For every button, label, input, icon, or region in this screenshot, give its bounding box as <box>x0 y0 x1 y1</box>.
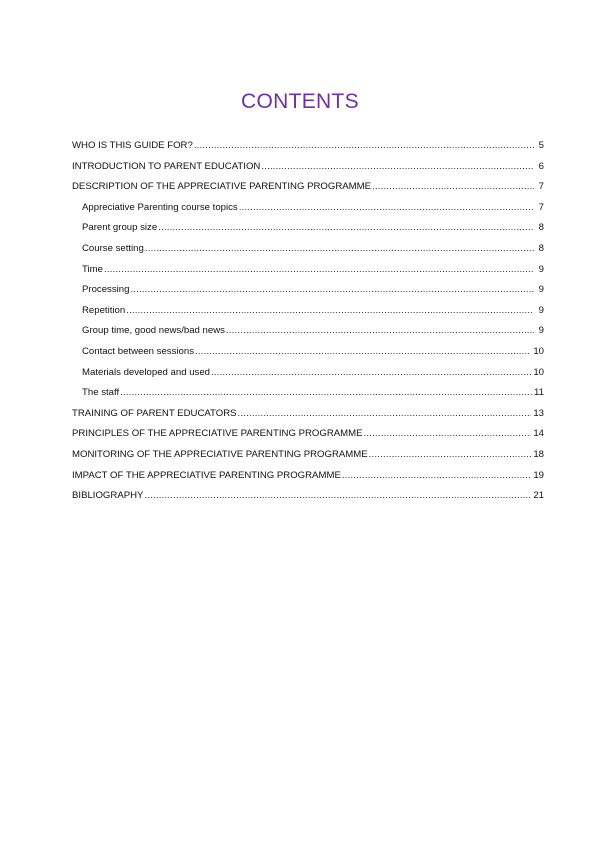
toc-entry-materials[interactable] <box>72 366 544 387</box>
toc-page-number: 9 <box>538 304 544 316</box>
toc-dot-leader <box>195 345 531 359</box>
toc-entry-label: WHO IS THIS GUIDE FOR? <box>72 140 193 151</box>
table-of-contents <box>72 139 544 510</box>
toc-dot-leader <box>145 242 534 256</box>
toc-entry-label: Group time, good news/bad news <box>82 325 225 337</box>
toc-dot-leader <box>238 407 532 421</box>
toc-page-number: 21 <box>533 490 544 502</box>
toc-page-number: 18 <box>533 448 544 460</box>
toc-entry-contact-between-sessions[interactable] <box>72 345 544 366</box>
toc-entry-label: The staff <box>82 387 120 399</box>
toc-entry-label: Appreciative Parenting course topics <box>82 201 238 213</box>
toc-dot-leader <box>194 139 534 153</box>
toc-page-number: 9 <box>538 284 544 296</box>
toc-entry-course-topics[interactable] <box>72 201 544 222</box>
toc-page-number: 14 <box>533 428 544 440</box>
toc-page-number: 6 <box>538 160 544 172</box>
toc-entry-label: DESCRIPTION OF THE APPRECIATIVE PARENTING PROGRAMME <box>72 181 372 193</box>
toc-entry-description-of-programme[interactable] <box>72 180 544 201</box>
toc-dot-leader <box>261 160 534 174</box>
toc-page-number: 8 <box>538 222 544 234</box>
toc-entry-group-time[interactable] <box>72 324 544 345</box>
toc-entry-label: BIBLIOGRAPHY <box>72 490 144 502</box>
toc-dot-leader <box>239 201 534 215</box>
toc-entry-label: Time <box>82 263 103 275</box>
toc-entry-label: Parent group size <box>82 222 158 234</box>
toc-dot-leader <box>158 221 534 235</box>
toc-page-number: 11 <box>534 387 544 399</box>
toc-entry-training[interactable] <box>72 407 544 428</box>
toc-page-number: 7 <box>538 201 544 213</box>
toc-entry-label: TRAINING OF PARENT EDUCATORS <box>72 407 237 419</box>
toc-entry-principles[interactable] <box>72 427 544 448</box>
toc-page-number: 10 <box>533 345 544 357</box>
toc-entry-bibliography[interactable] <box>72 489 544 510</box>
toc-entry-label: Materials developed and used <box>82 366 211 378</box>
toc-dot-leader <box>130 283 534 297</box>
toc-dot-leader <box>372 180 534 194</box>
toc-entry-time[interactable] <box>72 263 544 284</box>
toc-entry-label: Repetition <box>82 304 126 316</box>
toc-entry-repetition[interactable] <box>72 304 544 325</box>
toc-page-number: 13 <box>533 407 544 419</box>
toc-entry-label: IMPACT OF THE APPRECIATIVE PARENTING PROGRAMME <box>72 469 341 481</box>
toc-page-number: 8 <box>538 242 544 254</box>
toc-entry-parent-group-size[interactable] <box>72 221 544 242</box>
toc-entry-label: INTRODUCTION TO PARENT EDUCATION <box>72 160 261 172</box>
toc-page-number: 5 <box>538 140 544 151</box>
toc-page-number: 7 <box>538 181 544 193</box>
toc-dot-leader <box>364 427 532 441</box>
toc-page-number: 10 <box>533 366 544 378</box>
toc-page-number: 9 <box>538 263 544 275</box>
toc-entry-label: Course setting <box>82 242 144 254</box>
toc-entry-processing[interactable] <box>72 283 544 304</box>
toc-entry-the-staff[interactable] <box>72 386 544 407</box>
toc-entry-label: Contact between sessions <box>82 345 194 357</box>
toc-entry-monitoring[interactable] <box>72 448 544 469</box>
toc-page-number: 19 <box>533 469 544 481</box>
toc-entry-impact[interactable] <box>72 469 544 490</box>
toc-entry-introduction-to-parent-education[interactable] <box>72 160 544 181</box>
toc-dot-leader <box>104 263 534 277</box>
toc-dot-leader <box>211 366 531 380</box>
toc-dot-leader <box>369 448 532 462</box>
toc-page-number: 9 <box>538 325 544 337</box>
toc-entry-who-is-this-guide-for[interactable] <box>72 139 544 160</box>
toc-dot-leader <box>120 386 532 400</box>
toc-entry-course-setting[interactable] <box>72 242 544 263</box>
toc-dot-leader <box>144 489 531 503</box>
toc-dot-leader <box>342 469 531 483</box>
toc-entry-label: MONITORING OF THE APPRECIATIVE PARENTING PROGRAMME <box>72 448 368 460</box>
toc-entry-label: Processing <box>82 284 130 296</box>
toc-entry-label: PRINCIPLES OF THE APPRECIATIVE PARENTING PROGRAMME <box>72 428 363 440</box>
toc-dot-leader <box>126 304 534 318</box>
toc-dot-leader <box>226 324 534 338</box>
contents-title: CONTENTS <box>241 90 359 113</box>
